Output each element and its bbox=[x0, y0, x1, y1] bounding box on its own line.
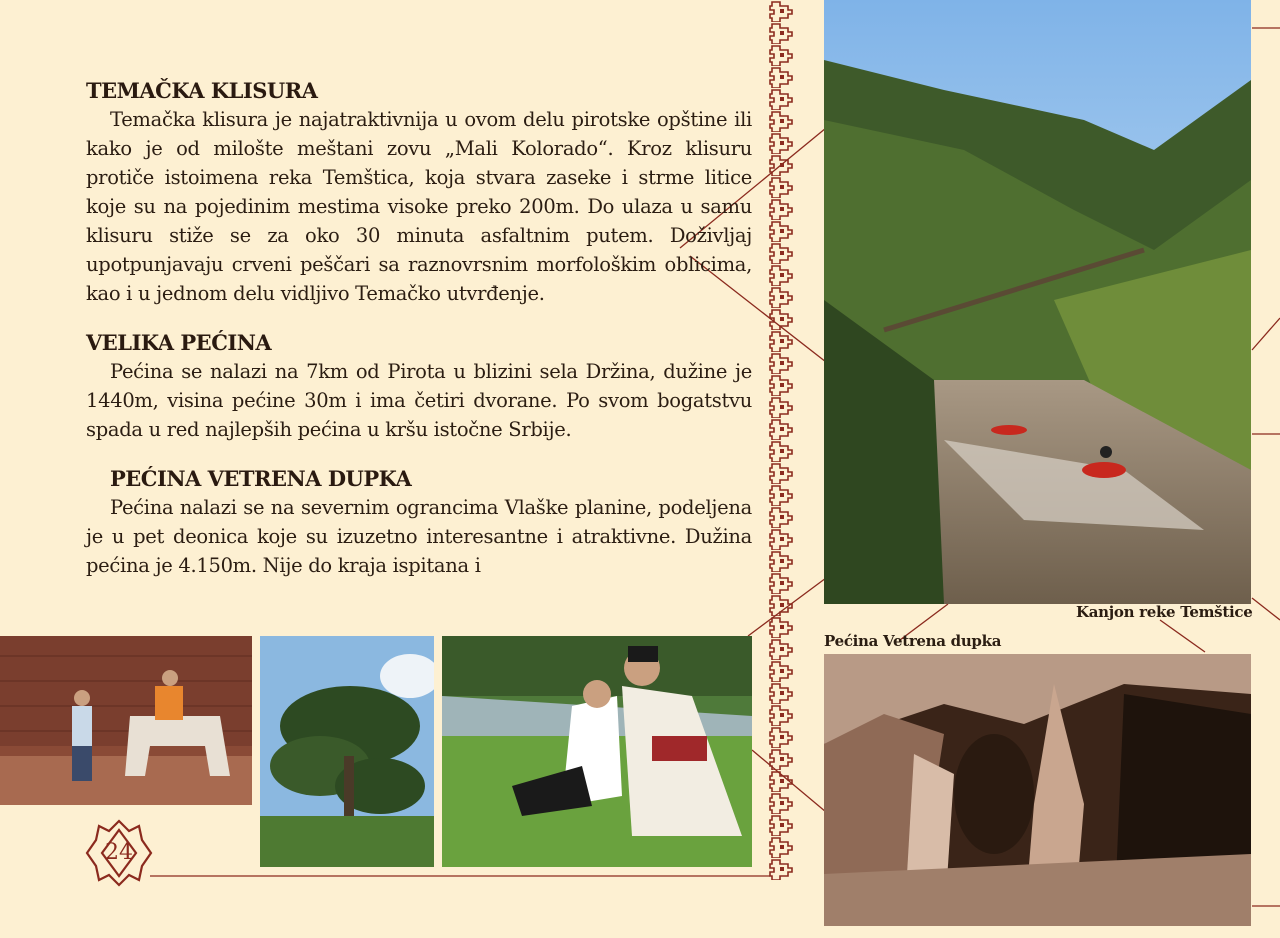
section-title-velika-pecina: VELIKA PEĆINA bbox=[86, 330, 272, 355]
page-number-emblem bbox=[84, 818, 154, 888]
article-text bbox=[86, 78, 752, 602]
canyon-photo bbox=[824, 0, 1251, 604]
horse-photo bbox=[0, 636, 252, 805]
folk-costume-photo bbox=[442, 636, 752, 867]
section-title-vetrena-dupka: PEĆINA VETRENA DUPKA bbox=[110, 466, 412, 491]
section-text-velika-pecina: Pećina se nalazi na 7km od Pirota u blizini sela Držina, dužine je 1440m, visina pećine 30m i ima četiri dvorane. Po svom bogatstvu spada u red najlepših pećina u kršu istočne Srbije. bbox=[86, 360, 752, 441]
canyon-caption: Kanjon reke Temštice bbox=[1076, 603, 1253, 621]
cave-caption: Pećina Vetrena dupka bbox=[824, 632, 1002, 650]
tree-photo bbox=[260, 636, 434, 867]
ornamental-border bbox=[768, 0, 796, 880]
section-title-temacka: TEMAČKA KLISURA bbox=[86, 78, 318, 103]
page-number: 24 bbox=[105, 840, 133, 865]
section-text-temacka: Temačka klisura je najatraktivnija u ovom delu pirotske opštine ili kako je od milošte meštani zovu „Mali Kolorado“. Kroz klisuru protiče istoimena reka Temštica, koja stvara zaseke i strme litice koje su na pojedinim mestima visoke preko 200m. Do ulaza u samu klisuru stiže se za oko 30 minuta asfaltnim putem. Doživljaj upotpunjavaju crveni peščari sa raznovrsnim morfološkim oblicima, kao i u jednom delu vidljivo Temačko utvrđenje. bbox=[86, 108, 752, 305]
section-text-vetrena-dupka: Pećina nalazi se na severnim ograncima Vlaške planine, podeljena je u pet deonica koje su izuzetno interesantne i atraktivne. Dužina pećina je 4.150m. Nije do kraja ispitana i bbox=[86, 496, 752, 577]
cave-photo bbox=[824, 654, 1251, 926]
